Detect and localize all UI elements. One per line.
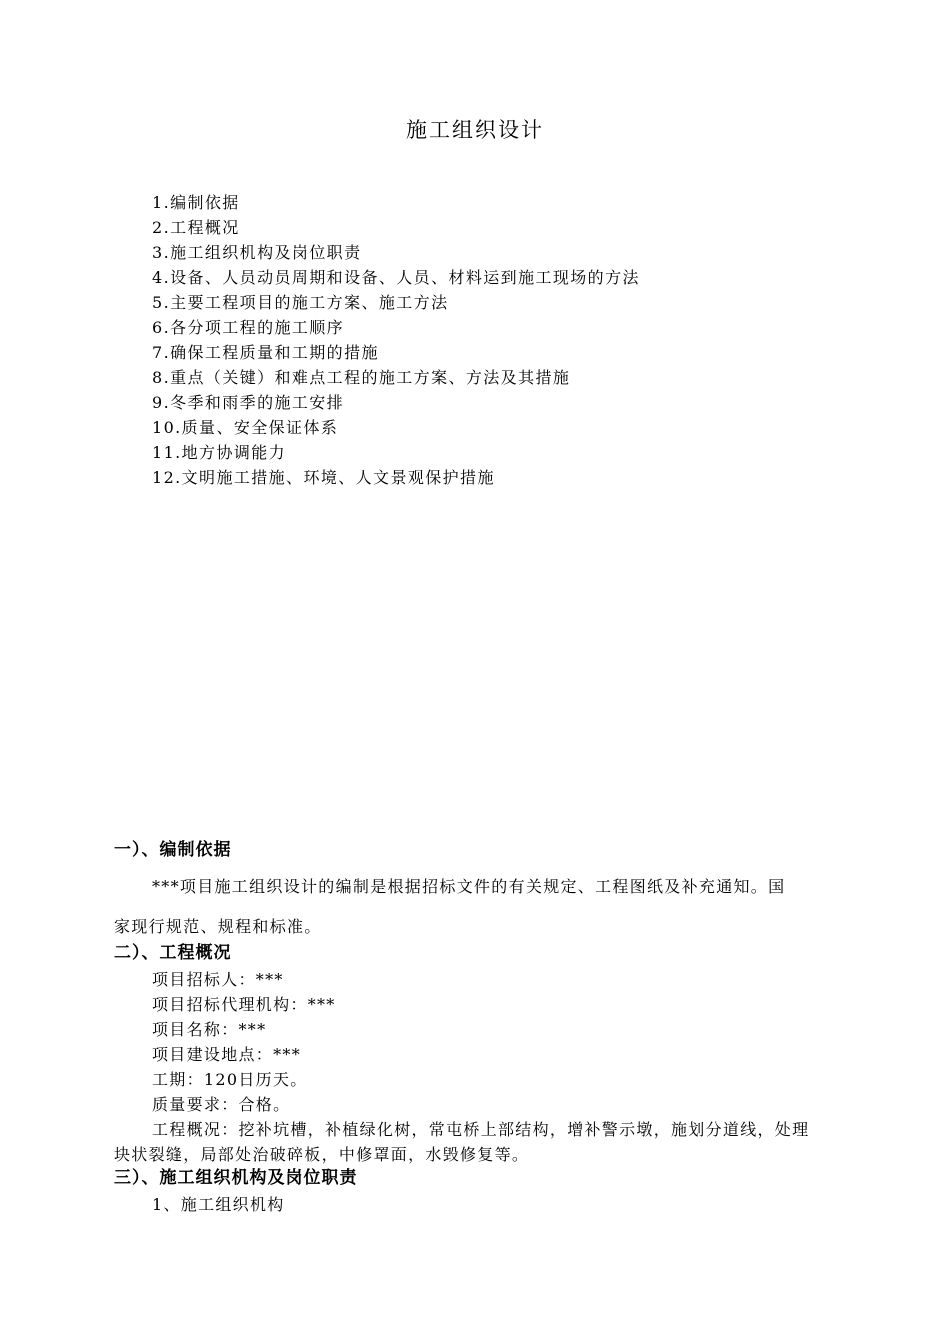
basis-paragraph-line: ***项目施工组织设计的编制是根据招标文件的有关规定、工程图纸及补充通知。国: [152, 877, 786, 896]
overview-duration: 工期：120日历天。: [152, 1070, 308, 1089]
overview-agency: 项目招标代理机构：***: [152, 995, 336, 1014]
overview-description-line: 工程概况：挖补坑槽，补植绿化树，常屯桥上部结构，增补警示墩，施划分道线，处理: [152, 1120, 810, 1139]
toc-item: 4.设备、人员动员周期和设备、人员、材料运到施工现场的方法: [152, 268, 640, 287]
toc-item: 3.施工组织机构及岗位职责: [152, 243, 362, 262]
toc-item: 2.工程概况: [152, 218, 240, 237]
toc-item: 9.冬季和雨季的施工安排: [152, 393, 345, 412]
toc-item: 5.主要工程项目的施工方案、施工方法: [152, 293, 449, 312]
overview-tenderer: 项目招标人：***: [152, 970, 284, 989]
document-title: 施工组织设计: [406, 118, 544, 142]
table-of-contents: [152, 190, 640, 490]
toc-item: 12.文明施工措施、环境、人文景观保护措施: [152, 468, 495, 487]
overview-quality: 质量要求：合格。: [152, 1095, 291, 1114]
basis-paragraph-line: 家现行规范、规程和标准。: [114, 917, 322, 936]
toc-item: 6.各分项工程的施工顺序: [152, 318, 345, 337]
overview-project-name: 项目名称：***: [152, 1020, 267, 1039]
toc-item: 10.质量、安全保证体系: [152, 418, 339, 437]
section-heading-organization: 三）、施工组织机构及岗位职责: [114, 1168, 358, 1188]
overview-location: 项目建设地点：***: [152, 1045, 302, 1064]
overview-description-line: 块状裂缝，局部处治破碎板，中修罩面，水毁修复等。: [114, 1145, 530, 1164]
toc-item: 11.地方协调能力: [152, 443, 287, 462]
toc-item: 8.重点（关键）和难点工程的施工方案、方法及其措施: [152, 368, 571, 387]
section-heading-basis: 一）、编制依据: [114, 840, 232, 860]
toc-item: 1.编制依据: [152, 193, 240, 212]
toc-item: 7.确保工程质量和工期的措施: [152, 343, 379, 362]
section-heading-overview: 二）、工程概况: [114, 943, 232, 963]
organization-item: 1、施工组织机构: [152, 1195, 285, 1214]
